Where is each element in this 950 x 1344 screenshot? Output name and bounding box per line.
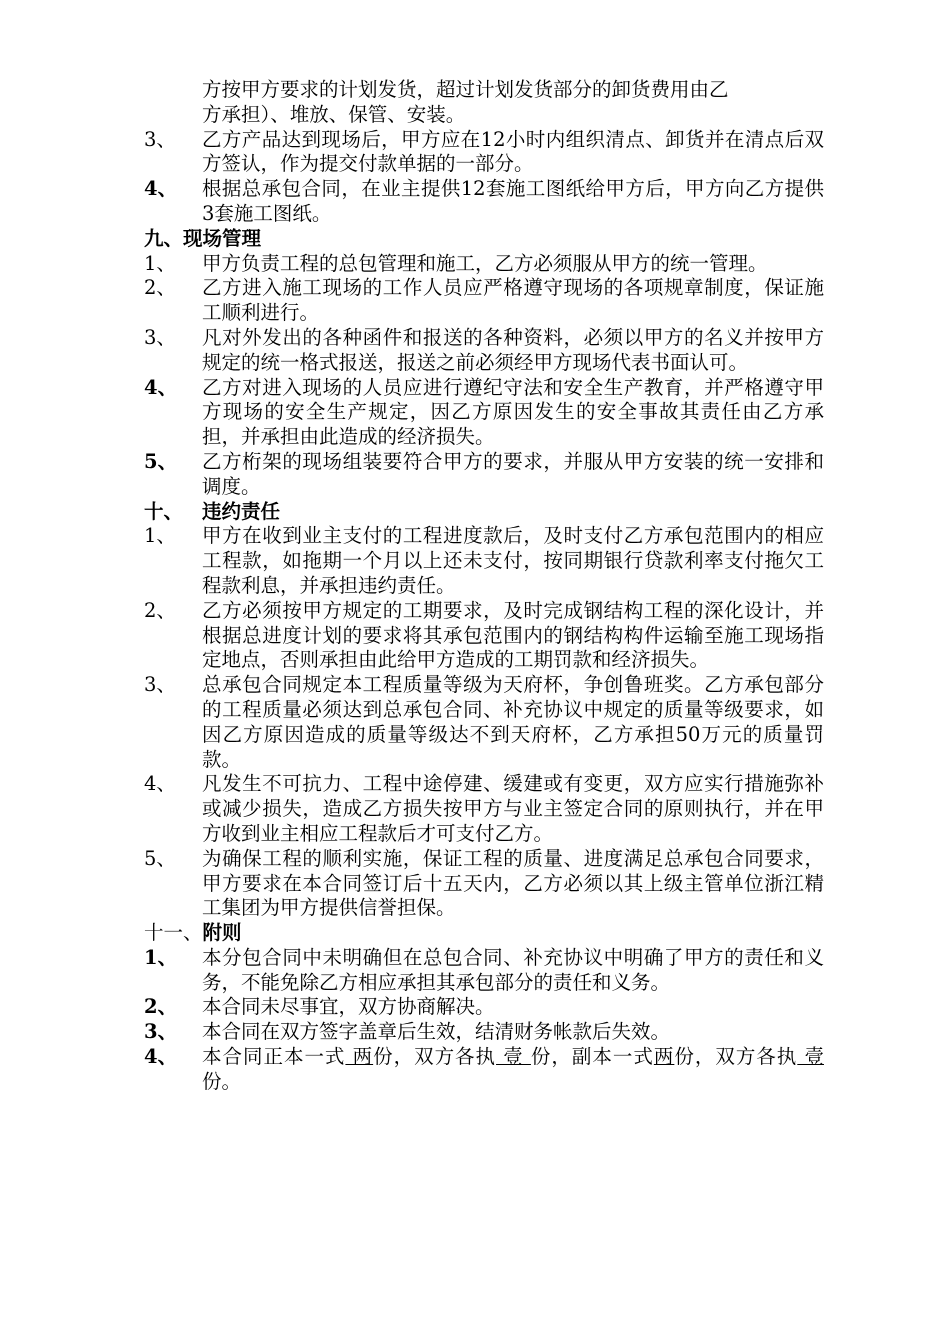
- list-item: [144, 772, 824, 846]
- item-number: 3、: [144, 1020, 178, 1044]
- list-item: [144, 128, 824, 178]
- item-number: 4、: [144, 375, 178, 399]
- item-text: 甲方负责工程的总包管理和施工，乙方必须服从甲方的统一管理。: [202, 251, 768, 275]
- list-item: [144, 599, 824, 673]
- item-text: 凡对外发出的各种函件和报送的各种资料，必须以甲方的名义并按甲方规定的统一格式报送，报送之前必须经甲方现场代表书面认可。: [202, 325, 824, 374]
- item-number: 3、: [144, 673, 176, 697]
- text-run: 份。: [202, 1069, 242, 1093]
- underlined-value: 两: [653, 1045, 675, 1069]
- list-item: [144, 450, 824, 500]
- text-run: 份，双方各执: [373, 1045, 497, 1069]
- item-text: 总承包合同规定本工程质量等级为天府杯，争创鲁班奖。乙方承包部分的工程质量必须达到总承包合同、补充协议中规定的质量等级要求，如因乙方原因造成的质量等级达不到天府杯，乙方承担50万元的质量罚款。: [202, 673, 824, 771]
- section-heading-text: 附则: [202, 921, 242, 945]
- item-number: 3、: [144, 325, 176, 349]
- list-item: [144, 995, 824, 1020]
- list-item: [144, 326, 824, 376]
- list-item: [144, 376, 824, 450]
- item-number: 3、: [144, 127, 176, 151]
- document-body: [144, 78, 824, 1095]
- list-item: [144, 276, 824, 326]
- section-heading: [144, 227, 824, 252]
- item-text: [202, 1045, 824, 1095]
- list-item: [144, 177, 824, 227]
- item-number: 4、: [144, 177, 178, 201]
- item-text: 本合同未尽事宜，双方协商解决。: [202, 995, 495, 1019]
- item-number: 5、: [144, 846, 176, 870]
- item-number: 1、: [144, 524, 176, 548]
- item-text: 根据总承包合同，在业主提供12套施工图纸给甲方后，甲方向乙方提供3套施工图纸。: [202, 177, 824, 225]
- item-number: 1、: [144, 945, 178, 969]
- text-run: 份，双方各执: [674, 1045, 798, 1069]
- underlined-value: 壹: [797, 1045, 824, 1069]
- continuation-line: 方承担）、堆放、保管、安装。: [202, 102, 466, 126]
- item-text: 甲方在收到业主支付的工程进度款后，及时支付乙方承包范围内的相应工程款，如拖期一个月以上还未支付，按同期银行贷款利率支付拖欠工程款利息，并承担违约责任。: [202, 524, 824, 597]
- underlined-value: 两: [345, 1045, 374, 1069]
- item-number: 2、: [144, 598, 176, 622]
- item-number: 2、: [144, 276, 176, 300]
- item-text: 乙方对进入现场的人员应进行遵纪守法和安全生产教育，并严格遵守甲方现场的安全生产规定，因乙方原因发生的安全事故其责任由乙方承担，并承担由此造成的经济损失。: [202, 375, 824, 449]
- item-text: 本分包合同中未明确但在总包合同、补充协议中明确了甲方的责任和义务，不能免除乙方相应承担其承包部分的责任和义务。: [202, 945, 824, 994]
- list-item: [144, 524, 824, 598]
- item-number: 1、: [144, 251, 176, 275]
- item-text: 为确保工程的顺利实施，保证工程的质量、进度满足总承包合同要求，甲方要求在本合同签订后十五天内，乙方必须以其上级主管单位浙江精工集团为甲方提供信誉担保。: [202, 846, 824, 920]
- section-heading: [144, 921, 824, 946]
- list-item: [144, 1045, 824, 1095]
- item-number: 4、: [144, 772, 176, 796]
- section-heading-text: 九、现场管理: [144, 226, 262, 250]
- section-heading: [144, 500, 824, 525]
- underlined-value: 壹: [496, 1045, 531, 1069]
- continuation-line: 方按甲方要求的计划发货，超过计划发货部分的卸货费用由乙: [202, 78, 729, 101]
- item-text: 乙方必须按甲方规定的工期要求，及时完成钢结构工程的深化设计，并根据总进度计划的要求将其承包范围内的钢结构构件运输至施工现场指定地点，否则承担由此给甲方造成的工期罚款和经济损失。: [202, 598, 824, 672]
- list-item: [144, 847, 824, 921]
- continuation-paragraph: [144, 78, 824, 128]
- text-run: 份，副本一式: [530, 1045, 654, 1069]
- list-item: [144, 252, 824, 277]
- section-heading-number: 十、: [144, 499, 184, 523]
- item-text: 乙方产品达到现场后，甲方应在12小时内组织清点、卸货并在清点后双方签认，作为提交付款单据的一部分。: [202, 127, 824, 176]
- item-text: 凡发生不可抗力、工程中途停建、缓建或有变更，双方应实行措施弥补或减少损失，造成乙方损失按甲方与业主签定合同的原则执行，并在甲方收到业主相应工程款后才可支付乙方。: [202, 772, 824, 845]
- list-item: [144, 946, 824, 996]
- item-number: 4、: [144, 1045, 178, 1069]
- item-text: 乙方桁架的现场组装要符合甲方的要求，并服从甲方安装的统一安排和调度。: [202, 449, 824, 498]
- item-number: 2、: [144, 995, 178, 1019]
- list-item: [144, 673, 824, 772]
- section-heading-text: 违约责任: [202, 499, 281, 523]
- section-heading-number: 十一、: [144, 921, 203, 945]
- item-text: 本合同在双方签字盖章后生效，结清财务帐款后失效。: [202, 1020, 671, 1044]
- list-item: [144, 1020, 824, 1045]
- item-text: 乙方进入施工现场的工作人员应严格遵守现场的各项规章制度，保证施工顺利进行。: [202, 276, 824, 325]
- text-run: 本合同正本一式: [202, 1045, 346, 1069]
- item-number: 5、: [144, 449, 178, 473]
